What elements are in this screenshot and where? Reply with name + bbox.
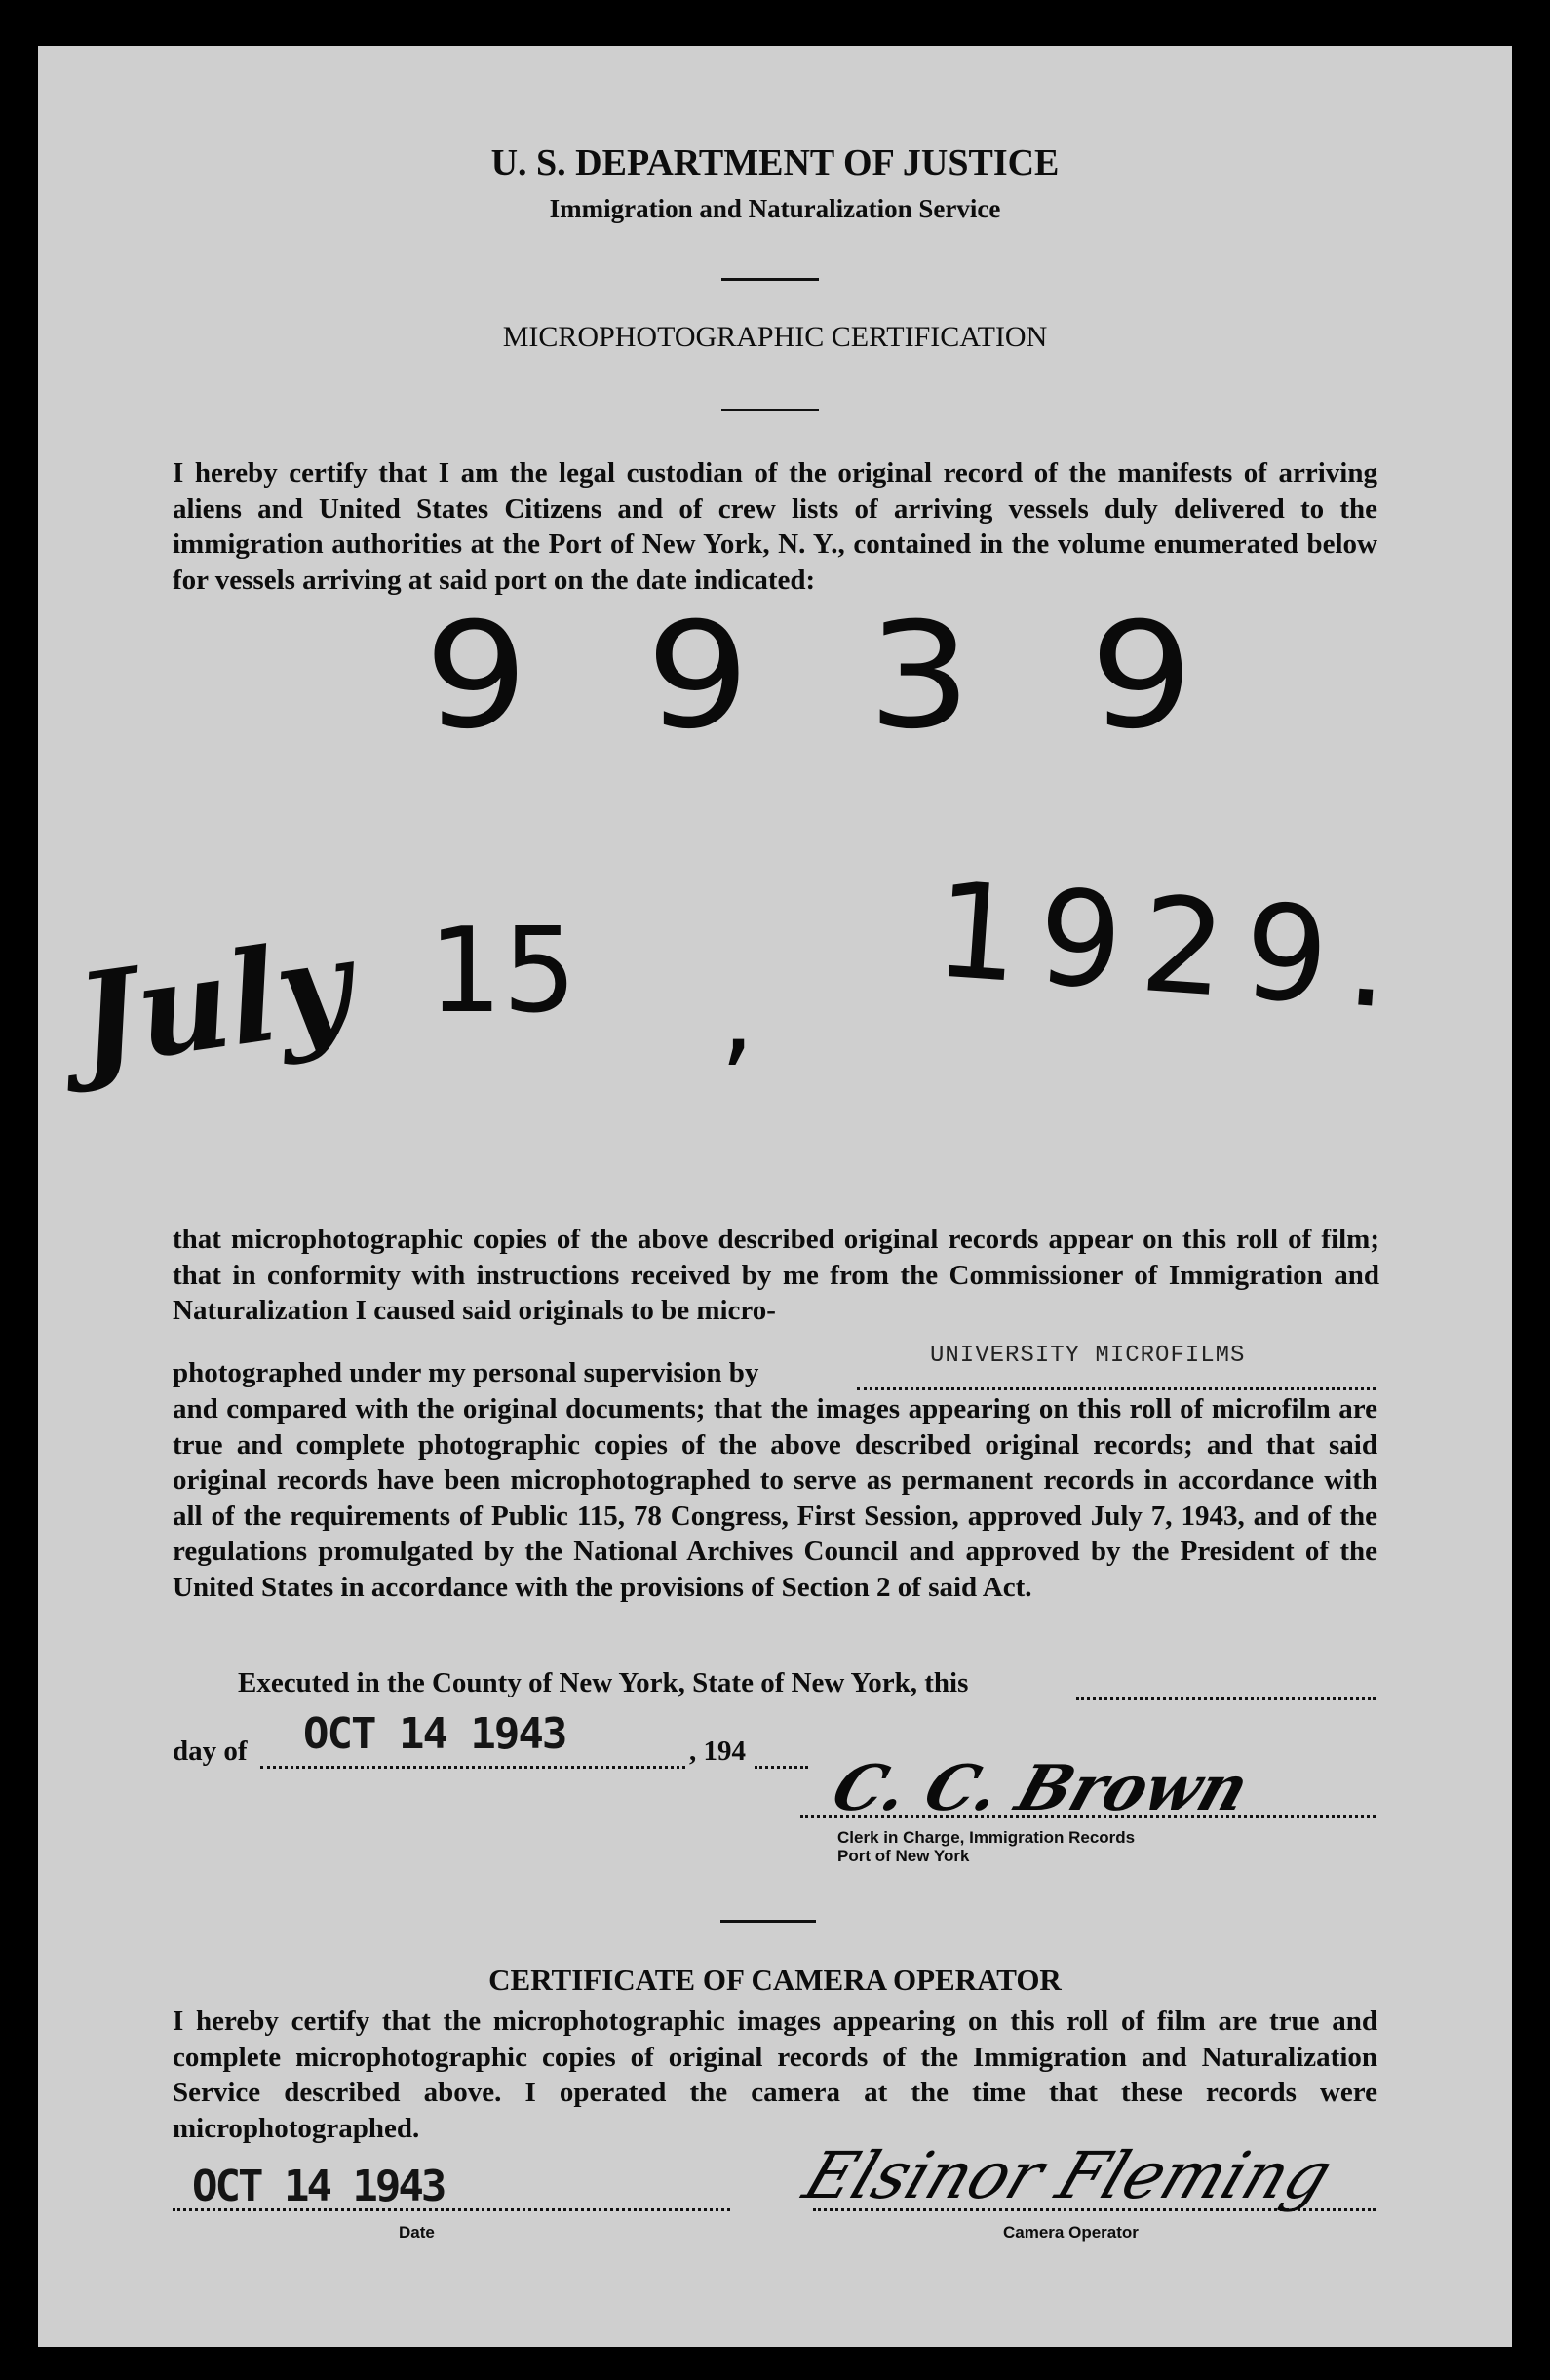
company-dotted-line — [857, 1387, 1376, 1390]
intro-paragraph: I hereby certify that I am the legal custodian of the original record of the manifests of arriving aliens and United States Citizens and of crew lists of arriving vessels duly delivered to the immigration authorities at the Port of New York, N. Y., contained in the volume enumerated below for vessels arriving at said port on the date indicated: — [173, 457, 1377, 596]
operator-signature: Elsinor Fleming — [794, 2138, 1342, 2213]
executed-dotted-line — [1076, 1697, 1376, 1700]
divider-top — [721, 278, 819, 281]
execution-date-stamp: OCT 14 1943 — [303, 1709, 566, 1759]
company-name: UNIVERSITY MICROFILMS — [930, 1343, 1246, 1369]
certification-title: MICROPHOTOGRAPHIC CERTIFICATION — [502, 321, 1048, 353]
handwritten-date-day: 15 — [428, 904, 577, 1039]
camera-date-stamp: OCT 14 1943 — [192, 2162, 445, 2211]
date-label: Date — [399, 2223, 435, 2242]
department-heading: U. S. DEPARTMENT OF JUSTICE — [490, 142, 1060, 183]
divider-camera — [720, 1920, 816, 1923]
executed-text: Executed in the County of New York, State of New York, this — [238, 1667, 969, 1698]
camera-paragraph: I hereby certify that the microphotographic images appearing on this roll of film are true and complete microphotographic copies of original records of the Immigration and Naturalization Service described above. I operated the camera at the time that these records were microphotographed. — [173, 2006, 1377, 2144]
handwritten-volume-number: 9 9 3 9 — [423, 592, 1226, 761]
certificate-sheet — [38, 46, 1512, 2347]
clerk-title-line-2: Port of New York — [837, 1847, 970, 1865]
year-dotted-line — [755, 1766, 808, 1769]
clerk-title-line-1: Clerk in Charge, Immigration Records — [837, 1828, 1136, 1847]
body-paragraph-end: and compared with the original documents; that the images appearing on this roll of microfilm are true and complete photographic copies of the above described original records; and that said original records have been microphotographed to serve as permanent records in accordance with all of the requirements of Public 115, 78 Congress, First Session, approved July 7, 1943, and of the regulations promulgated by the National Archives Council and approved by the President of the United States in accordance with the provisions of Section 2 of said Act. — [173, 1393, 1377, 1603]
handwritten-date-comma: , — [720, 953, 755, 1077]
day-dotted-line — [260, 1766, 685, 1769]
day-of-label: day of — [173, 1736, 248, 1767]
service-subheading: Immigration and Naturalization Service — [549, 194, 1001, 223]
year-prefix: , 194 — [689, 1736, 746, 1767]
clerk-signature: C. C. Brown — [823, 1752, 1259, 1825]
camera-certificate-title: CERTIFICATE OF CAMERA OPERATOR — [488, 1963, 1062, 1997]
handwritten-date-year: 1929. — [930, 853, 1414, 1039]
handwritten-date-month: July — [67, 910, 361, 1096]
body-paragraph-start: that microphotographic copies of the above described original records appear on this roll of film; that in conformity with instructions received by me from the Commissioner of Immigration and Naturalization I caused said originals to be micro- — [173, 1224, 1379, 1326]
divider-second — [721, 409, 819, 411]
camera-operator-label: Camera Operator — [1003, 2223, 1139, 2242]
photographed-by-label: photographed under my personal supervision by — [173, 1357, 759, 1388]
